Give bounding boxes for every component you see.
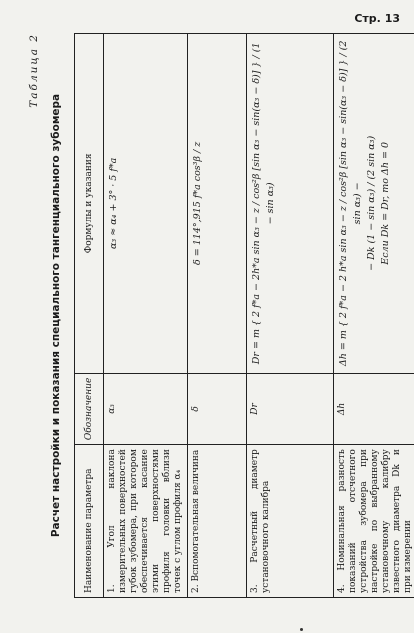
rotated-table-page	[28, 33, 413, 598]
formula-line: − Dk (1 − sin α₃) / (2 sin α₃)	[366, 135, 377, 271]
row-formula	[104, 34, 188, 374]
header-parameter: Наименование параметра	[75, 445, 104, 598]
row-formula	[188, 34, 247, 374]
page-number: Стр. 13	[354, 12, 400, 25]
row-symbol: Dr	[247, 373, 334, 444]
table-title: Расчет настройки и показания специального тангенциального зубомера	[50, 93, 62, 538]
row-symbol: Δh	[334, 373, 414, 444]
table-row	[334, 34, 414, 598]
table-row	[104, 34, 188, 598]
formula-line: α₃ ≈ α₄ + 3° · 5 f*a	[108, 157, 119, 249]
settings-table	[74, 33, 414, 598]
table-row	[188, 34, 247, 598]
header-symbol: Обозначение	[75, 373, 104, 444]
row-symbol: δ	[188, 373, 247, 444]
table-header-row	[75, 34, 104, 598]
formula-line: Если Dk = Dr, то Δh = 0	[380, 141, 391, 265]
row-name: 3. Расчетный диаметр установочного калибра	[247, 445, 334, 598]
row-formula	[247, 34, 334, 374]
table-label: Таблица 2	[28, 33, 40, 108]
row-formula	[334, 34, 414, 374]
row-name: 4. Номинальная разность показаний отсчетного устройства зубомера при настройке по выбранному установочному калибру известного диаметра Dk и при измерении	[334, 445, 414, 598]
row-symbol: α₃	[104, 373, 188, 444]
header-formula: Формулы и указания	[75, 34, 104, 374]
row-name: 2. Вспомогательная величина	[188, 445, 247, 598]
formula-line: Dr = m { 2 f*a − 2h*a sin α₃ − z / cos²β [sin α₃ − sin(α₃ − δ)] } / (1 − sin α₃)	[251, 42, 276, 365]
formula-line: δ = 114°,915 f*a cos³β / z	[192, 141, 203, 265]
page-speck	[300, 628, 303, 631]
formula-line: Δh = m { 2 f*a − 2 h*a sin α₃ − z / cos²β [sin α₃ − sin(α₃ − δ)] } / (2 sin α₃) −	[338, 40, 363, 367]
table-row	[247, 34, 334, 598]
row-name: 1. Угол наклона измерительных поверхностей губок зубомера, при котором обеспечивается касание этими поверхностями профиля головки вблизи точек с углом профиля α₄	[104, 445, 188, 598]
